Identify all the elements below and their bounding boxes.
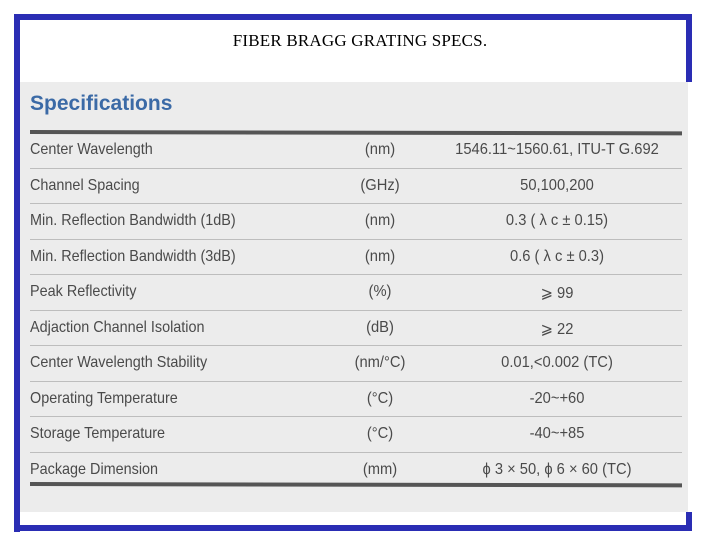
slide-title: FIBER BRAGG GRATING SPECS. xyxy=(232,31,488,50)
spec-value: 0.01,<0.002 (TC) xyxy=(501,354,613,371)
spec-row-channel-spacing xyxy=(30,169,682,205)
spec-table xyxy=(30,133,682,487)
spec-unit: (nm/°C) xyxy=(354,354,406,371)
spec-row-peak-reflectivity xyxy=(30,275,682,311)
spec-row-reflection-bandwidth-3db xyxy=(30,240,682,276)
spec-unit: (nm) xyxy=(364,141,396,158)
spec-value: -20~+60 xyxy=(529,389,585,407)
spec-unit: (GHz) xyxy=(360,176,400,194)
spec-value: ⩾ 99 xyxy=(540,285,574,302)
spec-value: -40~+85 xyxy=(529,425,585,442)
spec-row-operating-temperature xyxy=(30,382,682,418)
spec-parameter: Min. Reflection Bandwidth (1dB) xyxy=(30,212,236,229)
spec-parameter: Adjaction Channel Isolation xyxy=(30,318,205,336)
slide-frame-top xyxy=(14,14,692,20)
spec-value: ⩾ 22 xyxy=(540,320,574,338)
spec-unit: (°C) xyxy=(366,425,394,442)
spec-parameter: Channel Spacing xyxy=(30,176,140,194)
spec-row-wavelength-stability xyxy=(30,346,682,382)
spec-unit: (nm) xyxy=(364,212,396,229)
specifications-heading: Specifications xyxy=(30,92,173,115)
spec-parameter: Center Wavelength xyxy=(30,141,153,158)
spec-unit: (%) xyxy=(368,283,392,300)
spec-parameter: Storage Temperature xyxy=(30,425,166,442)
spec-unit: (°C) xyxy=(366,389,394,407)
spec-value: 0.6 ( λ c ± 0.3) xyxy=(510,247,604,265)
slide-frame-right-bottom xyxy=(686,512,692,531)
spec-value: 1546.11~1560.61, ITU-T G.692 xyxy=(455,141,659,158)
spec-parameter: Peak Reflectivity xyxy=(30,283,137,300)
slide-frame-bottom xyxy=(14,525,692,531)
spec-value: ϕ 3 × 50, ϕ 6 × 60 (TC) xyxy=(482,460,632,478)
spec-unit: (mm) xyxy=(362,460,398,478)
spec-row-storage-temperature xyxy=(30,417,682,453)
specification-sheet-image xyxy=(20,82,688,512)
spec-row-reflection-bandwidth-1db xyxy=(30,204,682,240)
spec-row-channel-isolation xyxy=(30,311,682,347)
spec-unit: (nm) xyxy=(364,247,396,265)
spec-parameter: Package Dimension xyxy=(30,460,159,478)
spec-row-center-wavelength xyxy=(30,133,682,169)
spec-parameter: Min. Reflection Bandwidth (3dB) xyxy=(30,247,236,265)
spec-unit: (dB) xyxy=(366,318,394,336)
spec-value: 0.3 ( λ c ± 0.15) xyxy=(505,212,609,229)
spec-parameter: Operating Temperature xyxy=(30,389,178,407)
spec-parameter: Center Wavelength Stability xyxy=(30,354,208,371)
spec-value: 50,100,200 xyxy=(520,176,594,194)
